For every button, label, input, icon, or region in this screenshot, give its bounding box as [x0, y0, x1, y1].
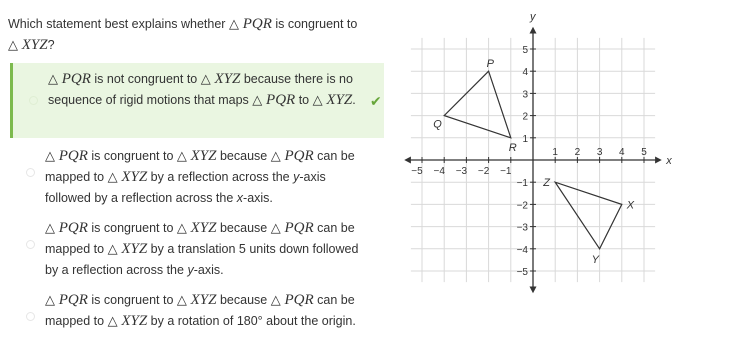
- radio-button[interactable]: [26, 168, 35, 177]
- y-tick-label: −5: [516, 267, 528, 278]
- question-mid: is congruent to: [275, 17, 358, 31]
- x-tick-label: −2: [477, 166, 490, 177]
- y-tick-label: 5: [522, 45, 528, 56]
- x-tick-label: −5: [411, 166, 423, 177]
- radio-button[interactable]: [29, 96, 38, 105]
- answer-option-2-text: △ PQR is congruent to △ XYZ because △ PQR can be mapped to △ XYZ by a reflection across the y-axis followed by a reflection across the x-axis.: [45, 148, 355, 205]
- checkmark-icon: ✔: [370, 93, 382, 109]
- y-tick-label: 3: [522, 89, 528, 101]
- x-tick-label: 1: [552, 147, 558, 158]
- point-label-z: Z: [543, 177, 550, 190]
- x-tick-label: 5: [641, 147, 647, 158]
- x-tick-label: −3: [455, 166, 468, 177]
- radio-button[interactable]: [26, 240, 35, 249]
- answer-option-4-text: △ PQR is congruent to △ XYZ because △ PQR can be mapped to △ XYZ by a rotation of 180° about the origin.: [45, 292, 356, 329]
- x-axis-arrow: [404, 157, 411, 164]
- y-tick-label: 1: [522, 133, 528, 145]
- triangle-xyz: [555, 182, 622, 249]
- y-axis-arrow: [530, 287, 537, 294]
- x-tick-label: 3: [596, 147, 603, 158]
- x-tick-label: −1: [500, 166, 512, 177]
- triangle-pqr: [444, 71, 511, 138]
- triangle-xyz-symbol: △ XYZ: [8, 37, 48, 53]
- point-label-y: Y: [591, 253, 599, 266]
- y-tick-label: −1: [516, 178, 528, 190]
- y-axis-arrow: [530, 27, 537, 34]
- answer-option-3-text: △ PQR is congruent to △ XYZ because △ PQR can be mapped to △ XYZ by a translation 5 units down followed by a reflection across the y-axis.: [45, 220, 359, 277]
- y-tick-label: 2: [522, 111, 528, 123]
- y-tick-label: −3: [516, 222, 528, 234]
- x-axis-arrow: [655, 157, 662, 164]
- question-end: ?: [47, 38, 55, 52]
- answer-option-3[interactable]: [10, 218, 384, 282]
- x-tick-label: 4: [619, 147, 625, 158]
- x-axis-label: x: [666, 155, 672, 167]
- answer-option-2[interactable]: [10, 146, 384, 210]
- point-label-p: P: [486, 58, 494, 71]
- answer-option-1[interactable]: [10, 63, 384, 138]
- triangle-pqr-symbol: △ PQR: [228, 16, 272, 32]
- question-lead: Which statement best explains whether: [8, 17, 226, 31]
- coordinate-graph: [400, 5, 675, 305]
- point-label-x: X: [626, 199, 635, 212]
- point-label-r: R: [508, 141, 517, 154]
- x-tick-label: 2: [574, 147, 581, 158]
- radio-button[interactable]: [26, 312, 35, 321]
- answer-option-1-text: △ PQR is not congruent to △ XYZ because there is no sequence of rigid motions that maps △ PQR to △ XYZ.: [48, 71, 356, 108]
- x-tick-label: −4: [433, 166, 445, 177]
- y-tick-label: 4: [522, 67, 528, 79]
- point-label-q: Q: [433, 118, 442, 131]
- y-tick-label: −4: [516, 244, 528, 256]
- y-tick-label: −2: [516, 200, 528, 212]
- y-axis-label: y: [530, 11, 536, 24]
- answer-option-4[interactable]: [10, 290, 384, 354]
- question-text: [8, 14, 388, 56]
